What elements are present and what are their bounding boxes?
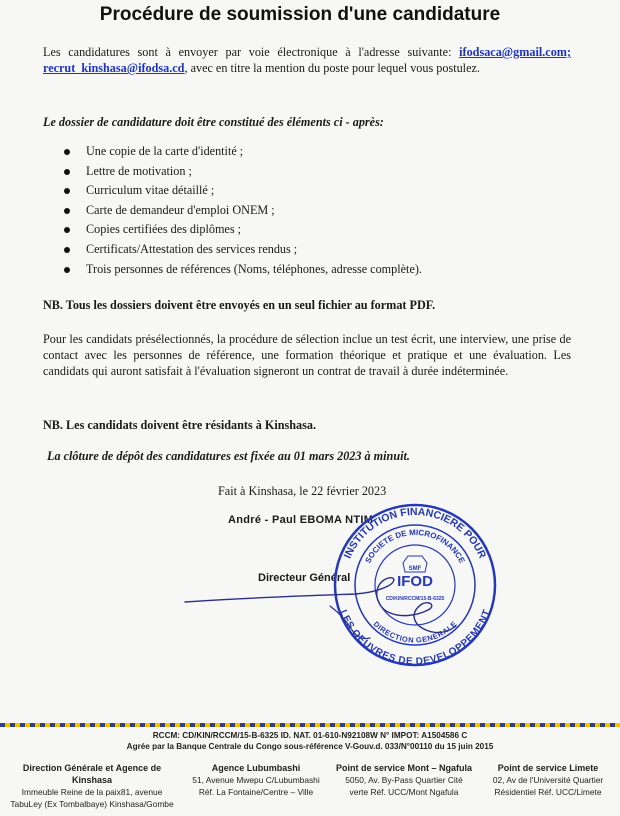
footer-stripe (0, 723, 620, 727)
closing-deadline: La clôture de dépôt des candidatures est fixée au 01 mars 2023 à minuit. (47, 449, 410, 463)
footer-line: Résidentiel Réf. UCC/Limete (494, 787, 602, 797)
email-link-recrut[interactable]: recrut_kinshasa@ifodsa.cd (43, 61, 185, 75)
nb-residence-note: NB. Les candidats doivent être résidants à Kinshasa. (43, 418, 317, 432)
stamp-inner-bottom-text: DIRECTION GENERALE (371, 619, 459, 645)
bullet-icon (64, 227, 70, 233)
footer-heading: Point de service Limete (497, 763, 599, 773)
list-item (62, 201, 422, 221)
approval-line: Agrée par la Banque Centrale du Congo sous-référence V-Gouv.d. 033/N°00110 du 15 juin 2015 (126, 742, 494, 751)
intro-paragraph (43, 44, 571, 76)
bullet-icon (64, 188, 70, 194)
bullet-icon (64, 149, 70, 155)
list-item (62, 162, 422, 182)
signer-role: Directeur Général (258, 572, 351, 584)
footer-address-mont-ngafula (334, 762, 474, 798)
page-title: Procédure de soumission d'une candidature (99, 4, 501, 25)
footer-line: TabuLey (Ex Tombalbaye) Kinshasa/Gombe (10, 799, 174, 809)
footer-line: verte Réf. UCC/Mont Ngafula (349, 787, 459, 797)
list-item-text: Copies certifiées des diplômes ; (86, 222, 242, 237)
nb-pdf-note: NB. Tous les dossiers doivent être envoyés en un seul fichier au format PDF. (43, 298, 436, 312)
documents-list (62, 142, 422, 279)
stamp-inner-top-text: SOCIETE DE MICROFINANCE (363, 527, 467, 565)
bullet-icon (64, 208, 70, 214)
selection-paragraph: Pour les candidats présélectionnés, la procédure de sélection inclue un test écrit, une interview, une prise de contact avec les personnes de référence, une formation théorique et pratique et une évaluation. Les candidats qui auront satisfait à l'évaluation signeront un contrat de travail à durée indéterminée. (43, 332, 571, 378)
bullet-icon (64, 267, 70, 273)
place-date: Fait à Kinshasa, le 22 février 2023 (218, 484, 387, 498)
stamp-rccm-text: CD/KIN/RCCM/15-B-6325 (385, 596, 445, 602)
list-heading: Le dossier de candidature doit être constitué des éléments ci - après: (43, 115, 384, 129)
list-item-text: Trois personnes de références (Noms, téléphones, adresse complète). (86, 261, 422, 276)
bullet-icon (64, 169, 70, 175)
footer-line: 02, Av de l'Université Quartier (492, 775, 604, 785)
footer-heading: Point de service Mont – Ngafula (335, 763, 473, 773)
bullet-icon (64, 247, 70, 253)
footer-heading: Direction Générale et Agence de Kinshasa (22, 763, 162, 785)
email-link-ifodsaca[interactable]: ifodsaca@gmail.com; (459, 45, 572, 59)
footer-line: Immeuble Reine de la paix81, avenue (21, 787, 163, 797)
intro-text-after: , avec en titre la mention du poste pour lequel vous postulez. (184, 61, 480, 75)
signature-scribble (180, 560, 460, 660)
list-item-text: Lettre de motivation ; (86, 163, 192, 178)
stamp-smf-text: SMF (408, 566, 422, 572)
list-item-text: Carte de demandeur d'emploi ONEM ; (86, 202, 275, 217)
stamp-center-text: IFOD (397, 573, 433, 590)
list-item (62, 240, 422, 260)
footer-address-lubumbashi (186, 762, 326, 798)
footer-address-limete (478, 762, 618, 798)
list-item (62, 220, 422, 240)
stamp-outer-top-text: INSTITUTION FINANCIERE POUR (341, 505, 489, 561)
footer-line: Réf. La Fontaine/Centre – Ville (198, 787, 314, 797)
list-item-text: Certificats/Attestation des services rendus ; (86, 241, 298, 256)
list-item (62, 142, 422, 162)
registration-line: RCCM: CD/KIN/RCCM/15-B-6325 ID. NAT. 01-610-N92108W N° IMPOT: A1504586 C (152, 731, 468, 740)
footer-line: 51, Avenue Mwepu C/Lubumbashi (192, 775, 320, 785)
list-item (62, 260, 422, 280)
list-item-text: Curriculum vitae détaillé ; (86, 183, 215, 198)
intro-text: Les candidatures sont à envoyer par voie électronique à l'adresse suivante: (43, 45, 452, 59)
list-item (62, 181, 422, 201)
footer-address-kinshasa (2, 762, 182, 810)
stamp-outer-bottom-text: LES OEUVRES DE DEVELOPPEMENT (337, 608, 493, 668)
signer-name: André - Paul EBOMA NTIM (228, 514, 374, 526)
footer-heading: Agence Lubumbashi (211, 763, 301, 773)
list-item-text: Une copie de la carte d'identité ; (86, 144, 244, 158)
footer-line: 5050, Av. By-Pass Quartier Cité (345, 775, 463, 785)
